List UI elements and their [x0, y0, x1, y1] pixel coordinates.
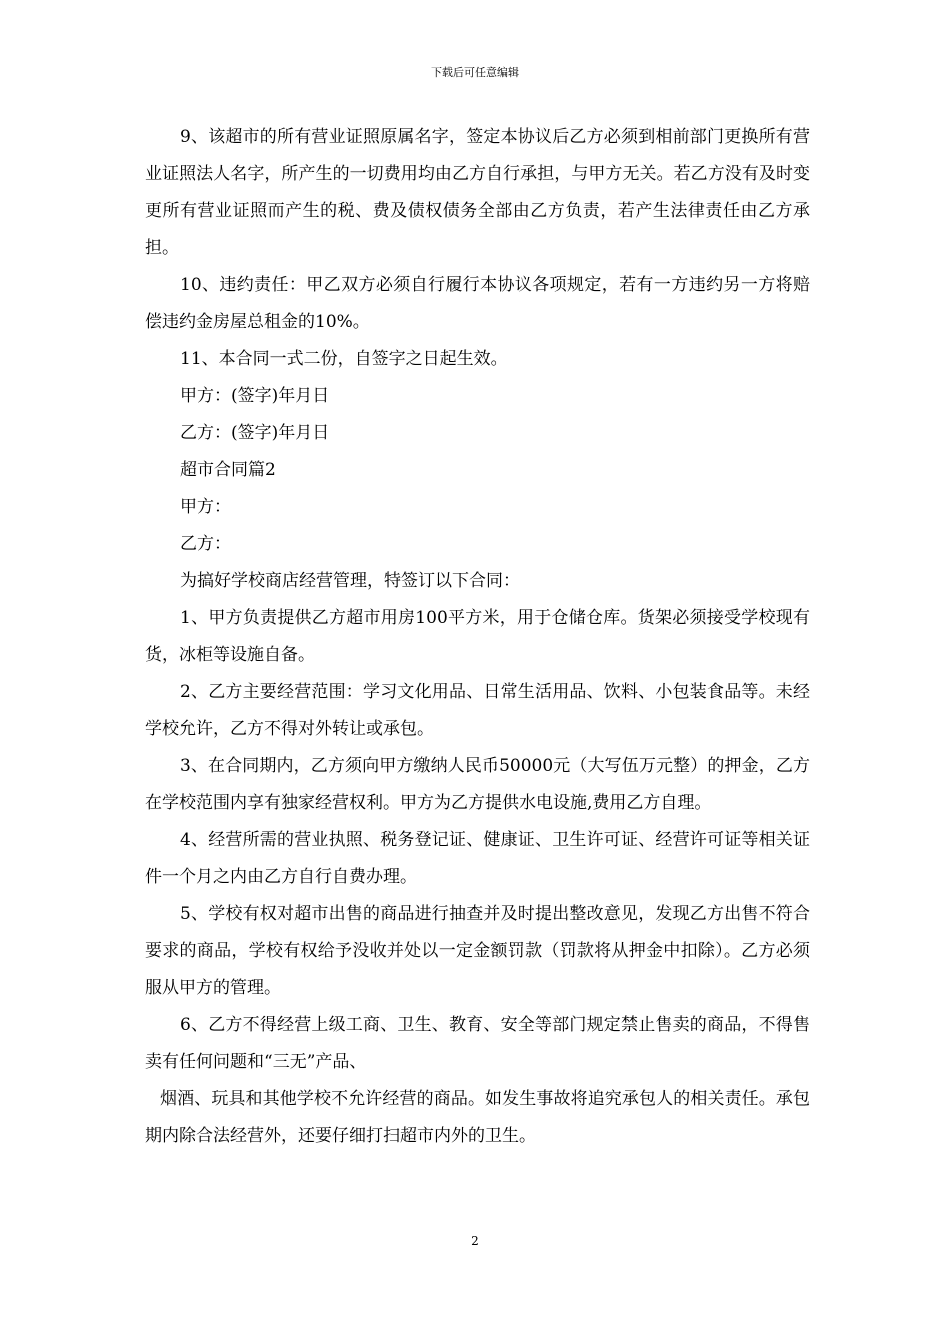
paragraph-item-2: 2、乙方主要经营范围：学习文化用品、日常生活用品、饮料、小包装食品等。未经学校允许，乙方不得对外转让或承包。	[145, 682, 810, 739]
party-a-label: 甲方：	[180, 497, 231, 517]
paragraph-item-4: 4、经营所需的营业执照、税务登记证、健康证、卫生许可证、经营许可证等相关证件一个月之内由乙方自行自费办理。	[145, 830, 810, 887]
party-b-label: 乙方：	[180, 534, 231, 554]
paragraph-clause-9: 9、该超市的所有营业证照原属名字，签定本协议后乙方必须到相前部门更换所有营业证照法人名字，所产生的一切费用均由乙方自行承担，与甲方无关。若乙方没有及时变更所有营业证照而产生的税、费及债权债务全部由乙方负责，若产生法律责任由乙方承担。	[145, 127, 810, 258]
paragraph-item-6: 6、乙方不得经营上级工商、卫生、教育、安全等部门规定禁止售卖的商品，不得售卖有任何问题和“三无”产品、	[145, 1015, 810, 1072]
paragraph-clause-11: 11、本合同一式二份，自签字之日起生效。	[180, 349, 508, 369]
signature-party-a: 甲方：(签字)年月日	[180, 386, 330, 406]
signature-party-b: 乙方：(签字)年月日	[180, 423, 330, 443]
paragraph-item-5: 5、学校有权对超市出售的商品进行抽查并及时提出整改意见，发现乙方出售不符合要求的商品，学校有权给予没收并处以一定金额罚款（罚款将从押金中扣除）。乙方必须服从甲方的管理。	[145, 904, 810, 998]
section-title: 超市合同篇2	[180, 460, 276, 480]
paragraph-item-6-continued: 烟酒、玩具和其他学校不允许经营的商品。如发生事故将追究承包人的相关责任。承包期内除合法经营外，还要仔细打扫超市内外的卫生。	[145, 1089, 810, 1146]
page-number: 2	[471, 1234, 479, 1248]
paragraph-clause-10: 10、违约责任：甲乙双方必须自行履行本协议各项规定，若有一方违约另一方将赔偿违约金房屋总租金的10%。	[145, 275, 810, 332]
document-body	[145, 119, 810, 1155]
page-header: 下载后可任意编辑	[431, 66, 519, 79]
contract-intro: 为搞好学校商店经营管理，特签订以下合同：	[180, 571, 520, 591]
paragraph-item-1: 1、甲方负责提供乙方超市用房100平方米，用于仓储仓库。货架必须接受学校现有货，冰柜等设施自备。	[145, 608, 810, 665]
paragraph-item-3: 3、在合同期内，乙方须向甲方缴纳人民币50000元（大写伍万元整）的押金，乙方在学校范围内享有独家经营权利。甲方为乙方提供水电设施,费用乙方自理。	[145, 756, 810, 813]
